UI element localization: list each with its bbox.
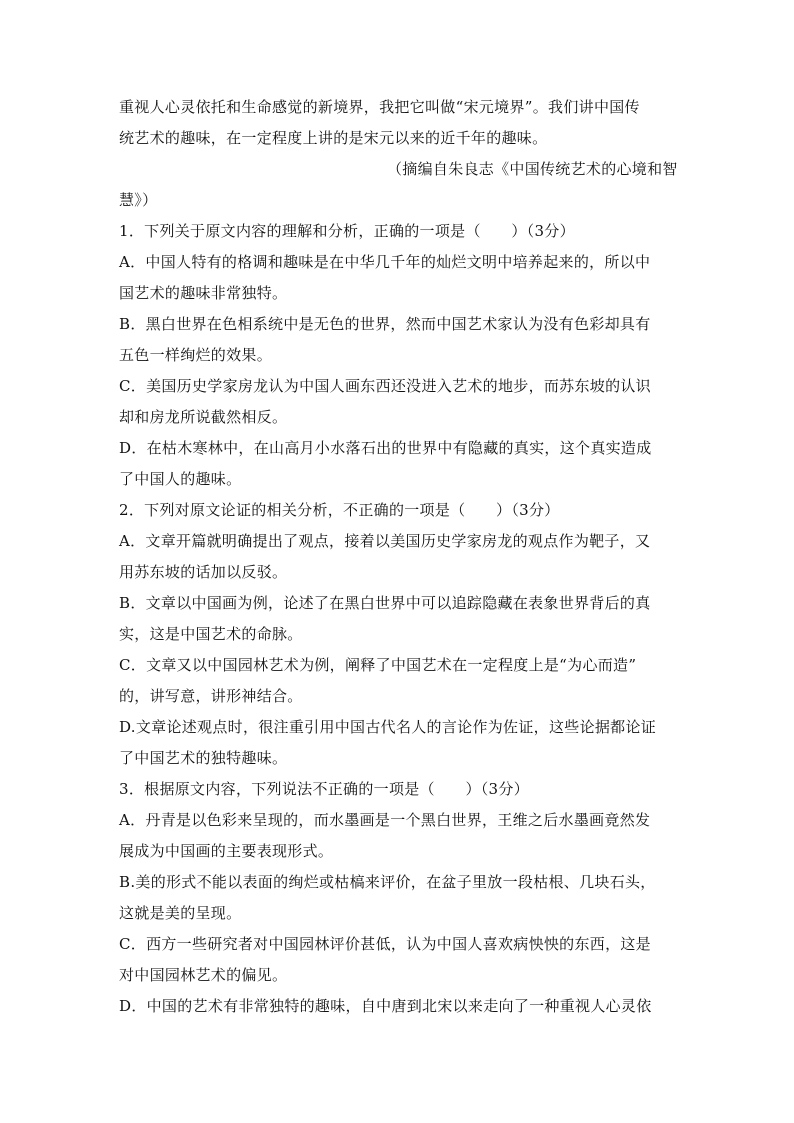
question-1-option-d-line-2: 了中国人的趣味。 xyxy=(119,470,242,488)
question-1-option-c-line-1: C．美国历史学家房龙认为中国人画东西还没进入艺术的地步，而苏东坡的认识 xyxy=(119,377,651,395)
question-3-option-b-line-2: 这就是美的呈现。 xyxy=(119,904,242,922)
question-1-option-c-line-2: 却和房龙所说截然相反。 xyxy=(119,408,288,426)
question-2-option-b-line-1: B．文章以中国画为例，论述了在黑白世界中可以追踪隐藏在表象世界背后的真 xyxy=(119,594,651,612)
question-1-option-a-line-1: A．中国人特有的格调和趣味是在中华几千年的灿烂文明中培养起来的，所以中 xyxy=(119,253,651,271)
question-3-option-c-line-1: C．西方一些研究者对中国园林评价甚低，认为中国人喜欢病怏怏的东西，这是 xyxy=(119,935,651,953)
question-2-option-b-line-2: 实，这是中国艺术的命脉。 xyxy=(119,625,303,643)
source-citation-line-1: （摘编自朱良志《中国传统艺术的心境和智 xyxy=(387,160,678,178)
question-2-option-a-line-2: 用苏东坡的话加以反驳。 xyxy=(119,563,288,581)
question-3-option-a-line-2: 展成为中国画的主要表现形式。 xyxy=(119,842,334,860)
question-1-option-d-line-1: D．在枯木寒林中，在山高月小水落石出的世界中有隐藏的真实，这个真实造成 xyxy=(119,439,652,457)
question-1-option-b-line-1: B．黑白世界在色相系统中是无色的世界，然而中国艺术家认为没有色彩却具有 xyxy=(119,315,651,333)
question-2-stem: 2．下列对原文论证的相关分析，不正确的一项是（ ）（3分） xyxy=(119,501,560,519)
document-page xyxy=(119,92,679,1022)
question-3-option-a-line-1: A．丹青是以色彩来呈现的，而水墨画是一个黑白世界，王维之后水墨画竟然发 xyxy=(119,811,651,829)
intro-line-2: 统艺术的趣味，在一定程度上讲的是宋元以来的近千年的趣味。 xyxy=(119,129,548,147)
question-1-stem: 1．下列关于原文内容的理解和分析，正确的一项是（ ）（3分） xyxy=(119,222,575,240)
question-2-option-c-line-1: C．文章又以中国园林艺术为例，阐释了中国艺术在一定程度上是“为心而造” xyxy=(119,656,637,674)
question-1-option-a-line-2: 国艺术的趣味非常独特。 xyxy=(119,284,288,302)
question-2-option-c-line-2: 的，讲写意，讲形神结合。 xyxy=(119,687,303,705)
question-2-option-d-line-1: D.文章论述观点时，很注重引用中国古代名人的言论作为佐证，这些论据都论证 xyxy=(119,718,657,736)
question-2-option-d-line-2: 了中国艺术的独特趣味。 xyxy=(119,749,288,767)
question-2-option-a-line-1: A．文章开篇就明确提出了观点，接着以美国历史学家房龙的观点作为靶子，又 xyxy=(119,532,651,550)
intro-line-1: 重视人心灵依托和生命感觉的新境界，我把它叫做“宋元境界”。我们讲中国传 xyxy=(119,98,640,116)
question-3-option-d-line-1: D．中国的艺术有非常独特的趣味，自中唐到北宋以来走向了一种重视人心灵依 xyxy=(119,997,652,1015)
question-3-option-c-line-2: 对中国园林艺术的偏见。 xyxy=(119,966,288,984)
source-citation-line-2: 慧》） xyxy=(119,191,158,209)
question-3-option-b-line-1: B.美的形式不能以表面的绚烂或枯槁来评价，在盆子里放一段枯根、几块石头， xyxy=(119,873,656,891)
question-3-stem: 3．根据原文内容，下列说法不正确的一项是（ ）（3分） xyxy=(119,780,529,798)
question-1-option-b-line-2: 五色一样绚烂的效果。 xyxy=(119,346,273,364)
